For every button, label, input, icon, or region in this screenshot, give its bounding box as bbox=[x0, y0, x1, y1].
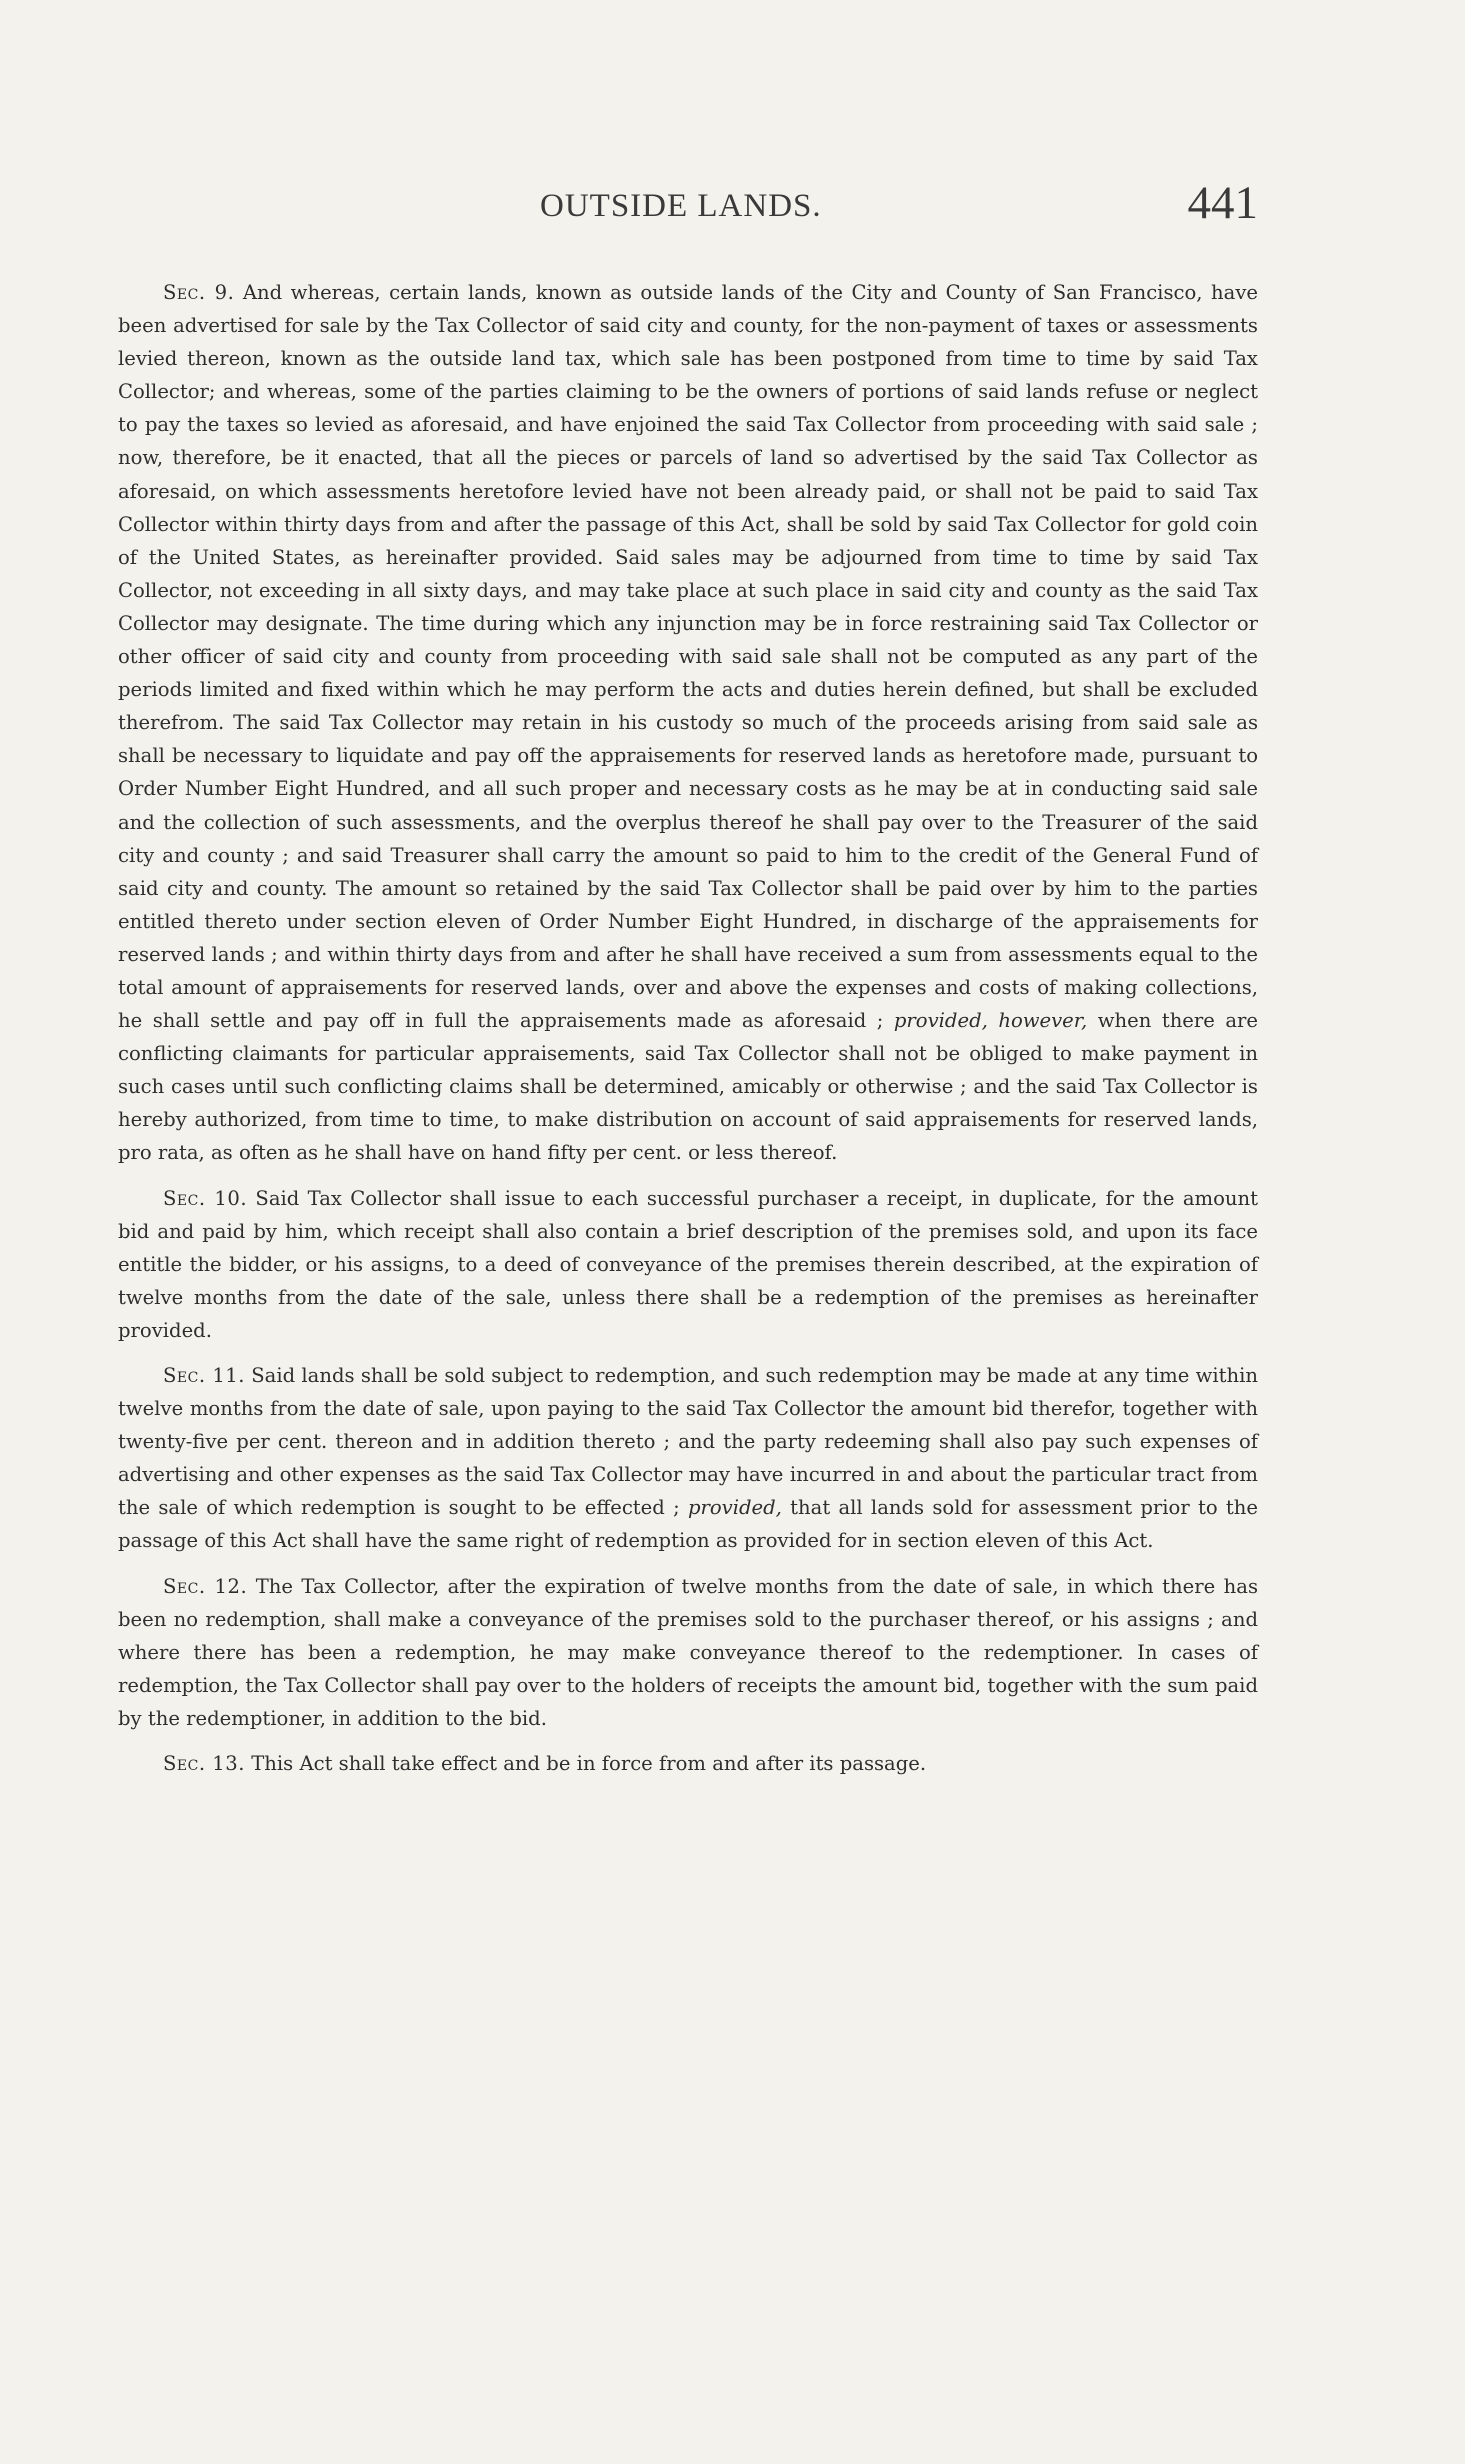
section-text: The Tax Collector, after the expiration of twelve months from the date of sale, in which there has been no redemption, shall make a conveyance of the premises sold to the purchaser thereof, or his assigns ; and where there has been a redemption, he may make conveyance thereof to the redemptioner. In cases of redemption, the Tax Collector shall pay over to the holders of receipts the amount bid, together with the sum paid by the redemptioner, in addition to the bid. bbox=[118, 1574, 1258, 1730]
section-text-italic: provided, bbox=[687, 1496, 782, 1520]
section-text: when there are conflicting claimants for particular appraisements, said Tax Collector shall not be obliged to make payment in such cases until such conflicting claims shall be determined, amicably or otherwise ; and the said Tax Collector is hereby authorized, from time to time, to make distribution on account of said appraisements for reserved lands, pro rata, as often as he shall have on hand fifty per cent. or less thereof. bbox=[118, 1009, 1259, 1165]
section-text: Said lands shall be sold subject to redemption, and such redemption may be made at any time within twelve months from the date of sale, upon paying to the said Tax Collector the amount bid therefor, together with twenty-five per cent. thereon and in addition thereto ; and the party redeeming shall also pay such expenses of advertising and other expenses as the said Tax Collector may have incurred in and about the particular tract from the sale of which redemption is sought to be effected ; bbox=[118, 1364, 1258, 1520]
section-text: Said Tax Collector shall issue to each successful purchaser a receipt, in duplicate, for the amount bid and paid by him, which receipt shall also contain a brief description of the premises sold, and upon its face entitle the bidder, or his assigns, to a deed of conveyance of the premises therein described, at the expiration of twelve months from the date of the sale, unless there shall be a redemption of the premises as hereinafter provided. bbox=[118, 1186, 1258, 1342]
page bbox=[118, 170, 1258, 1792]
running-head bbox=[118, 170, 1258, 250]
page-number: 441 bbox=[1187, 177, 1258, 229]
section-12 bbox=[118, 1570, 1258, 1735]
section-label: Sec. 13. bbox=[163, 1752, 245, 1776]
section-text-italic: provided, however, bbox=[893, 1009, 1088, 1033]
section-9 bbox=[118, 276, 1258, 1170]
section-label: Sec. 12. bbox=[163, 1574, 248, 1598]
section-label: Sec. 10. bbox=[163, 1186, 248, 1210]
section-13 bbox=[118, 1747, 1258, 1780]
body-text bbox=[118, 276, 1258, 1780]
section-11 bbox=[118, 1359, 1258, 1558]
section-text: This Act shall take effect and be in force from and after its passage. bbox=[251, 1752, 927, 1776]
section-text: And whereas, certain lands, known as outside lands of the City and County of San Francisco, have been advertised for sale by the Tax Collector of said city and county, for the non-payment of taxes or assessments levied thereon, known as the outside land tax, which sale has been postponed from time to time by said Tax Collector; and whereas, some of the parties claiming to be the owners of portions of said lands refuse or neglect to pay the taxes so levied as aforesaid, and have enjoined the said Tax Collector from proceeding with said sale ; now, therefore, be it enacted, that all the pieces or parcels of land so advertised by the said Tax Collector as aforesaid, on which assessments heretofore levied have not been already paid, or shall not be paid to said Tax Collector within thirty days from and after the passage of this Act, shall be sold by said Tax Collector for gold coin of the United States, as hereinafter provided. Said sales may be adjourned from time to time by said Tax Collector, not exceeding in all sixty days, and may take place at such place in said city and county as the said Tax Collector may designate. The time during which any injunction may be in force restraining said Tax Collector or other officer of said city and county from proceeding with said sale shall not be computed as any part of the periods limited and fixed within which he may perform the acts and duties herein defined, but shall be excluded therefrom. The said Tax Collector may retain in his custody so much of the proceeds arising from said sale as shall be necessary to liquidate and pay off the appraisements for reserved lands as heretofore made, pursuant to Order Number Eight Hundred, and all such proper and necessary costs as he may be at in conducting said sale and the collection of such assessments, and the overplus thereof he shall pay over to the Treasurer of the said city and county ; and said Treasurer shall carry the amount so paid to him to the credit of the General Fund of said city and county. The amount so retained by the said Tax Collector shall be paid over by him to the parties entitled thereto under section eleven of Order Number Eight Hundred, in discharge of the appraisements for reserved lands ; and within thirty days from and after he shall have received a sum from assessments equal to the total amount of appraisements for reserved lands, over and above the expenses and costs of making collections, he shall settle and pay off in full the appraisements made as aforesaid ; bbox=[118, 281, 1258, 1033]
running-head-title: OUTSIDE LANDS. bbox=[540, 188, 822, 224]
section-label: Sec. 9. bbox=[163, 281, 235, 304]
section-10 bbox=[118, 1182, 1258, 1347]
section-text: that all lands sold for assessment prior to the passage of this Act shall have the same right of redemption as provided for in section eleven of this Act. bbox=[118, 1496, 1258, 1553]
section-label: Sec. 11. bbox=[163, 1364, 245, 1387]
